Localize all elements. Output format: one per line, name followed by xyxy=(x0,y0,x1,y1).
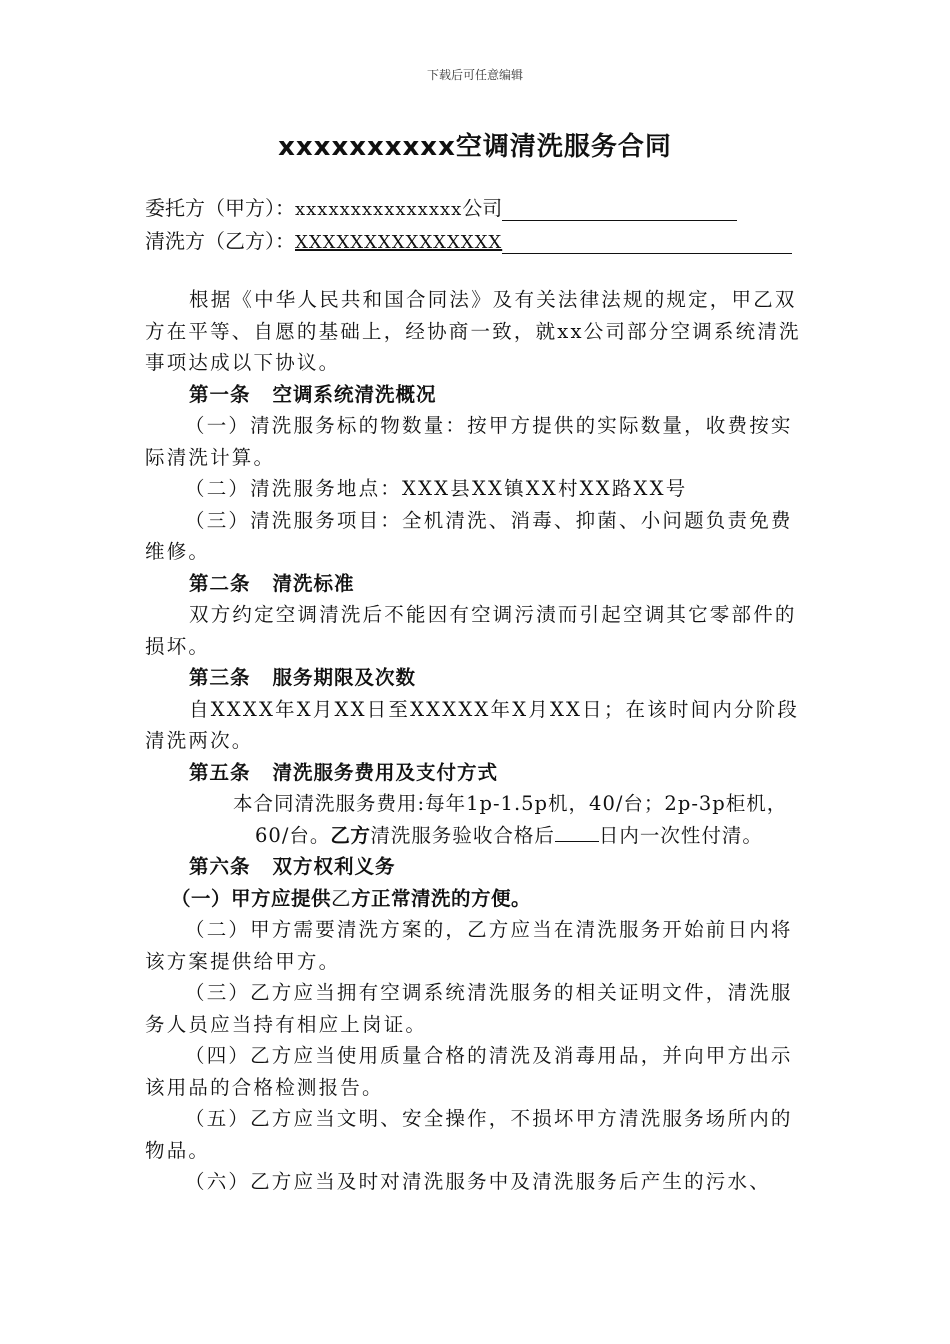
fee-per-unit: 60/台。 xyxy=(255,823,331,847)
intro-paragraph: 根据《中华人民共和国合同法》及有关法律法规的规定，甲乙双方在平等、自愿的基础上，经协商一致，就xx公司部分空调系统清洗事项达成以下协议。 xyxy=(145,288,801,374)
payment-days-blank xyxy=(555,821,599,842)
article-3-text: 自XXXX年X月XX日至XXXXX年X月XX日；在该时间内分阶段清洗两次。 xyxy=(145,697,800,752)
article-5-heading xyxy=(145,757,805,789)
fee-payment-text: 日内一次性付清。 xyxy=(598,823,763,847)
article-6-heading xyxy=(145,851,805,883)
party-b-blank xyxy=(502,231,792,254)
article-6-item-3: （三）乙方应当拥有空调系统清洗服务的相关证明文件，清洗服务人员应当持有相应上岗证。 xyxy=(145,981,793,1036)
article-2-number: 第二条 xyxy=(189,571,251,595)
article-6-number: 第六条 xyxy=(189,855,251,878)
article-6-item-5: （五）乙方应当文明、安全操作，不损坏甲方清洗服务场所内的物品。 xyxy=(145,1107,793,1162)
article-1-item-1: （一）清洗服务标的物数量：按甲方提供的实际数量，收费按实际清洗计算。 xyxy=(145,414,793,469)
article-2-heading xyxy=(145,568,805,600)
article-1-item-3: （三）清洗服务项目：全机清洗、消毒、抑菌、小问题负责免费维修。 xyxy=(145,508,793,563)
party-a-label: 委托方（甲方）： xyxy=(145,196,295,220)
party-a-suffix: 公司 xyxy=(462,196,503,220)
article-2-title: 清洗标准 xyxy=(272,571,355,595)
article-3-heading xyxy=(145,662,805,694)
article-3-title: 服务期限及次数 xyxy=(272,666,417,689)
article-6-title: 双方权利义务 xyxy=(272,855,396,878)
article-6-item-1-a: （一）甲方应提供 xyxy=(171,886,332,910)
party-a-blank xyxy=(502,198,737,221)
article-6-item-2: （二）甲方需要清洗方案的，乙方应当在清洗服务开始前日内将该方案提供给甲方。 xyxy=(145,918,793,973)
article-5-title: 清洗服务费用及支付方式 xyxy=(272,760,499,784)
party-a-line xyxy=(145,192,737,221)
article-6-item-1-b: 乙 xyxy=(331,886,352,910)
article-1-title: 空调系统清洗概况 xyxy=(272,382,437,406)
party-b-label: 清洗方（乙方）： xyxy=(145,229,295,253)
article-1-number: 第一条 xyxy=(189,382,251,406)
party-b-line xyxy=(145,225,792,254)
article-3-number: 第三条 xyxy=(189,666,251,689)
party-b-value: XXXXXXXXXXXXXXX xyxy=(295,232,503,253)
article-1-heading xyxy=(145,379,805,411)
contract-body xyxy=(145,284,805,1198)
article-5-number: 第五条 xyxy=(189,760,251,784)
article-5-fee-line-1: 本合同清洗服务费用:每年1p-1.5p机，40/台；2p-3p柜机， xyxy=(233,792,788,815)
fee-acceptance-text: 清洗服务验收合格后 xyxy=(370,823,555,847)
article-2-text: 双方约定空调清洗后不能因有空调污渍而引起空调其它零部件的损坏。 xyxy=(145,603,797,658)
article-6-item-1 xyxy=(145,883,805,915)
contract-title: xxxxxxxxxx空调清洗服务合同 xyxy=(278,132,672,162)
article-5-fee-line-2 xyxy=(145,820,805,852)
article-6-item-1-c: 方正常清洗的方便。 xyxy=(351,886,532,910)
article-1-item-2: （二）清洗服务地点：XXX县XX镇XX村XX路XX号 xyxy=(185,477,688,500)
article-6-item-6: （六）乙方应当及时对清洗服务中及清洗服务后产生的污水、 xyxy=(185,1170,771,1193)
party-a-value: xxxxxxxxxxxxxxx xyxy=(295,199,463,220)
article-6-item-4: （四）乙方应当使用质量合格的清洗及消毒用品，并向甲方出示该用品的合格检测报告。 xyxy=(145,1044,793,1099)
party-b-emphasis: 乙方 xyxy=(330,823,371,847)
header-note: 下载后可任意编辑 xyxy=(426,68,523,82)
